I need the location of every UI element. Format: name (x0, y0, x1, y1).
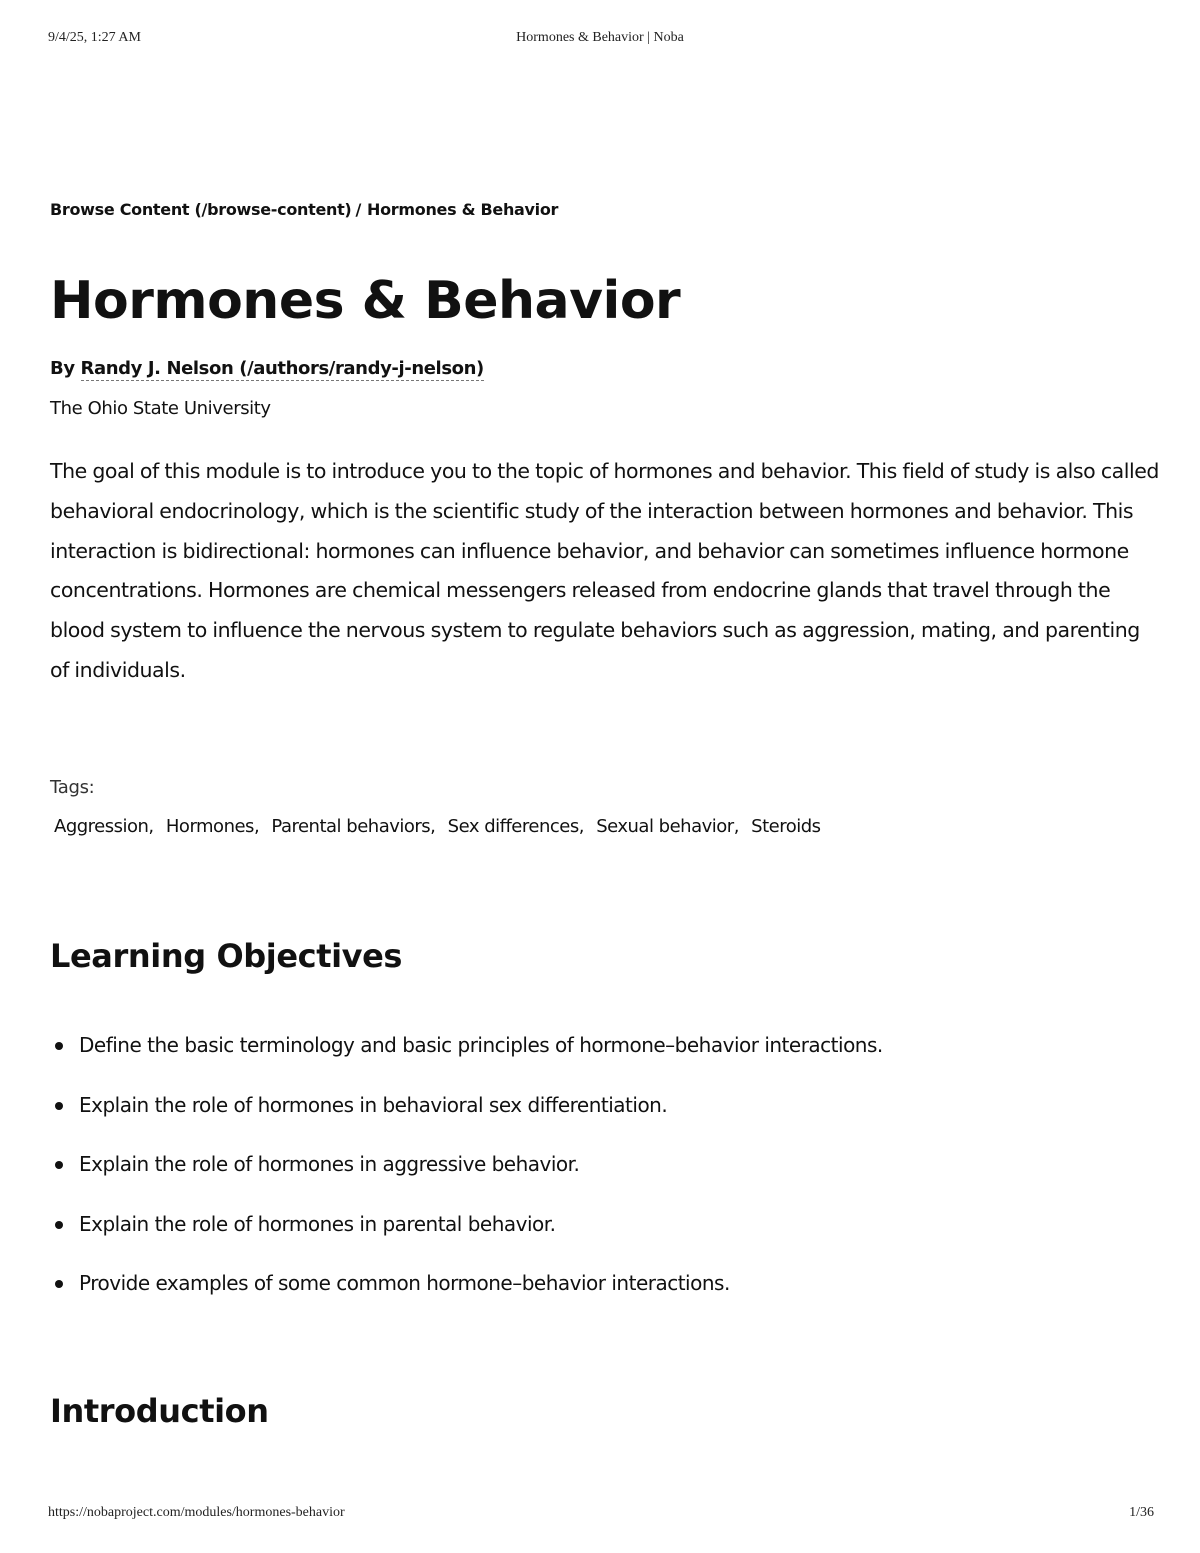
page-title: Hormones & Behavior (50, 271, 681, 331)
bullet-icon (55, 1280, 63, 1288)
bullet-icon (55, 1161, 63, 1169)
tags-label: Tags: (50, 777, 95, 798)
objective-item (50, 1266, 883, 1326)
objective-text: Explain the role of hormones in aggressive behavior. (79, 1152, 580, 1176)
objective-text: Provide examples of some common hormone–behavior interactions. (79, 1271, 730, 1295)
tag-link-sexual-behavior[interactable]: Sexual behavior (596, 816, 734, 837)
bullet-icon (55, 1102, 63, 1110)
tag-link-parental-behaviors[interactable]: Parental behaviors (271, 816, 431, 837)
tag-item (751, 816, 820, 837)
tag-link-aggression[interactable]: Aggression (54, 816, 149, 837)
tags-list (54, 816, 821, 837)
objective-item (50, 1207, 883, 1267)
print-page-title: Hormones & Behavior | Noba (516, 30, 684, 45)
breadcrumb-current: Hormones & Behavior (367, 200, 559, 219)
objective-item (50, 1147, 883, 1207)
learning-objectives-heading: Learning Objectives (50, 937, 403, 975)
bullet-icon (55, 1221, 63, 1229)
print-url: https://nobaproject.com/modules/hormones-behavior (48, 1505, 345, 1520)
tag-item: Sexual behavior, (596, 816, 739, 837)
objective-text: Define the basic terminology and basic principles of hormone–behavior interactions. (79, 1033, 883, 1057)
tag-link-steroids[interactable]: Steroids (751, 816, 821, 837)
breadcrumb (50, 200, 558, 219)
breadcrumb-browse-content-link[interactable]: Browse Content (/browse-content) (50, 200, 352, 219)
bullet-icon (55, 1042, 63, 1050)
tag-item: Parental behaviors, (271, 816, 436, 837)
objective-text: Explain the role of hormones in behavioral sex differentiation. (79, 1092, 668, 1117)
objective-item (50, 1088, 883, 1148)
print-datetime: 9/4/25, 1:27 AM (48, 30, 141, 45)
tag-item: Aggression, (54, 816, 154, 837)
tag-link-sex-differences[interactable]: Sex differences (447, 816, 579, 837)
byline (50, 358, 484, 379)
tag-item: Sex differences, (447, 816, 584, 837)
abstract-paragraph: The goal of this module is to introduce you to the topic of hormones and behavior. This field of study is also called behavioral endocrinology, which is the scientific study of the interaction between hormones and behavior. This interaction is bidirectional: hormones can influence behavior, and behavior can sometimes influence hormone concentrations. Hormones are chemical messengers released from endocrine glands that travel through the blood system to influence the nervous system to regulate behaviors such as aggression, mating, and parenting of individuals. (50, 459, 1159, 682)
objective-text: Explain the role of hormones in parental behavior. (79, 1211, 556, 1236)
byline-prefix: By (50, 358, 75, 379)
tag-link-hormones[interactable]: Hormones (165, 816, 254, 837)
introduction-heading: Introduction (50, 1392, 269, 1430)
print-header (0, 30, 1200, 50)
print-footer (0, 1505, 1200, 1525)
tag-item: Hormones, (165, 816, 260, 837)
author-affiliation: The Ohio State University (50, 398, 271, 419)
objective-item (50, 1028, 883, 1088)
author-link[interactable]: Randy J. Nelson (/authors/randy-j-nelson) (80, 358, 484, 379)
learning-objectives-list (50, 1028, 883, 1326)
print-page-number: 1/36 (1129, 1505, 1154, 1520)
breadcrumb-separator: / (355, 200, 361, 219)
